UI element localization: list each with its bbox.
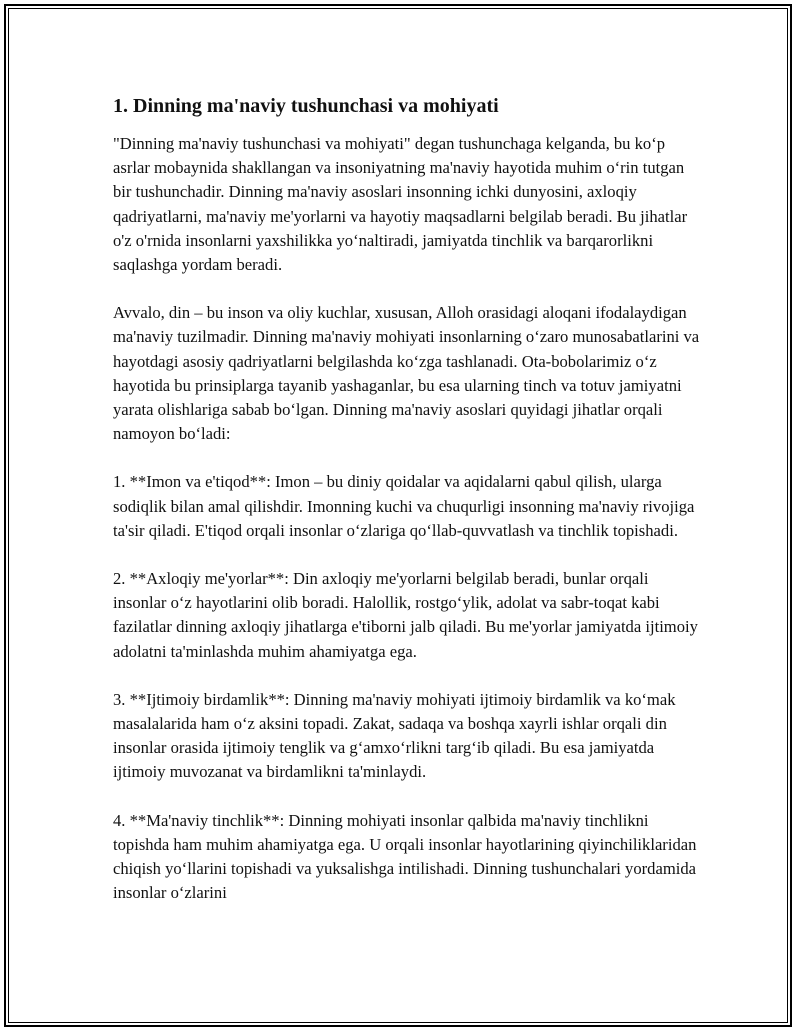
paragraph-manaviy-tinchlik: 4. **Ma'naviy tinchlik**: Dinning mohiyati insonlar qalbida ma'naviy tinchlikni topishda ham muhim ahamiyatga ega. U orqali insonlar hayotlarining qiyinchiliklaridan chiqish yo‘llarini topishadi va yuksalishga intilishadi. Dinning tushunchalari yordamida insonlar o‘zlarini	[113, 810, 697, 903]
paragraph-avvalo: Avvalo, din – bu inson va oliy kuchlar, xususan, Alloh orasidagi aloqani ifodalaydigan ma'naviy tuzilmadir. Dinning ma'naviy mohiyati insonlarning o‘zaro munosabatlarini va hayotdagi asosiy qadriyatlarni belgilashda ko‘zga tashlanadi. Ota-bobolarimiz o‘z hayotida bu prinsiplarga tayanib yashaganlar, bu esa ularning tinch va totuv jamiyatni yarata olishlariga sabab bo‘lgan. Dinning ma'naviy asoslari quyidagi jihatlar orqali namoyon bo‘ladi:	[113, 303, 700, 444]
paragraph-ijtimoiy: 3. **Ijtimoiy birdamlik**: Dinning ma'naviy mohiyati ijtimoiy birdamlik va ko‘mak masalalarida ham o‘z aksini topadi. Zakat, sadaqa va boshqa xayrli ishlar orqali din insonlar orasida ijtimoiy tenglik va g‘amxo‘rlikni targ‘ib qiladi. Bu esa jamiyatda ijtimoiy muvozanat va birdamlikni ta'minlaydi.	[113, 689, 676, 782]
document-body	[113, 92, 703, 929]
paragraph-imon: 1. **Imon va e'tiqod**: Imon – bu diniy qoidalar va aqidalarni qabul qilish, ularga sodiqlik bilan amal qilishdir. Imonning kuchi va chuqurligi insonning ma'naviy rivojiga ta'sir qiladi. E'tiqod orqali insonlar o‘zlariga qo‘llab-quvvatlash va tinchlik topishadi.	[113, 472, 695, 540]
section-heading: 1. Dinning ma'naviy tushunchasi va mohiyati	[113, 95, 499, 117]
paragraph-intro: "Dinning ma'naviy tushunchasi va mohiyati" degan tushunchaga kelganda, bu ko‘p asrlar mobaynida shakllangan va insoniyatning ma'naviy hayotida muhim o‘rin tutgan bir tushunchadir. Dinning ma'naviy asoslari insonning ichki dunyosini, axloqiy qadriyatlarni, ma'naviy me'yorlarni va hayotiy maqsadlarni belgilab beradi. Bu jihatlar o'z o'rnida insonlarni yaxshilikka yo‘naltiradi, jamiyatda tinchlik va barqarorlikni saqlashga yordam beradi.	[113, 134, 688, 275]
paragraph-axloqiy: 2. **Axloqiy me'yorlar**: Din axloqiy me'yorlarni belgilab beradi, bunlar orqali insonlar o‘z hayotlarini olib boradi. Halollik, rostgo‘ylik, adolat va sabr-toqat kabi fazilatlar dinning axloqiy jihatlarga e'tiborni jalb qiladi. Bu me'yorlar jamiyatda ijtimoiy adolatni ta'minlashda muhim ahamiyatga ega.	[113, 569, 698, 661]
